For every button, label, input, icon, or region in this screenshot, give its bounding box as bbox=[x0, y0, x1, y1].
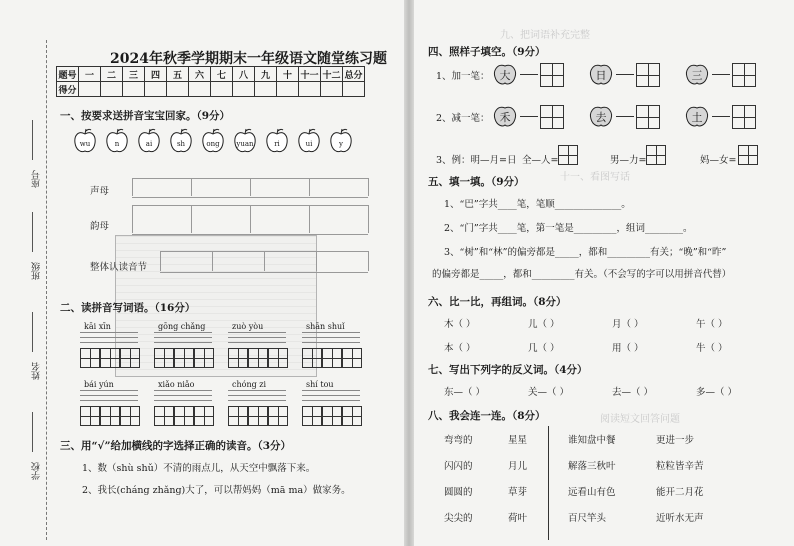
score-label-cell: 得分 bbox=[57, 82, 79, 97]
writing-grid-box[interactable] bbox=[322, 406, 342, 426]
match-item[interactable]: 谁知盘中餐 bbox=[568, 435, 616, 446]
peach-character bbox=[588, 62, 614, 86]
apple-pinyin-label: sh bbox=[176, 140, 186, 148]
grid-column-line bbox=[250, 205, 251, 233]
pinyin-guide-lines bbox=[302, 390, 360, 404]
apple-pinyin-label: wu bbox=[79, 140, 91, 148]
q7-heading: 七、写出下列字的反义词。（4分） bbox=[428, 364, 588, 376]
writing-grid-box[interactable] bbox=[194, 348, 214, 368]
apple-pinyin-label: ri bbox=[274, 140, 280, 148]
score-input-cell[interactable] bbox=[101, 82, 123, 97]
apple-pinyin-card[interactable] bbox=[266, 128, 288, 154]
score-header-cell: 十 bbox=[277, 67, 299, 82]
q4-heading: 四、照样子填空。（9分） bbox=[428, 46, 546, 58]
apple-pinyin-card[interactable] bbox=[298, 128, 320, 154]
score-header-cell: 一 bbox=[79, 67, 101, 82]
grid-column-line bbox=[191, 205, 192, 233]
zhengti-label: 整体认读音节 bbox=[90, 262, 148, 273]
score-header-cell: 题号 bbox=[57, 67, 79, 82]
score-header-cell: 二 bbox=[101, 67, 123, 82]
score-header-cell: 七 bbox=[211, 67, 233, 82]
score-header-cell: 四 bbox=[145, 67, 167, 82]
score-header-cell: 九 bbox=[255, 67, 277, 82]
score-input-cell[interactable] bbox=[79, 82, 101, 97]
writing-grid-box[interactable] bbox=[80, 406, 100, 426]
score-input-cell[interactable] bbox=[123, 82, 145, 97]
q8-divider bbox=[548, 426, 549, 540]
grid-column-line bbox=[132, 178, 133, 196]
apple-pinyin-card[interactable] bbox=[234, 128, 256, 154]
match-item[interactable]: 粒粒皆辛苦 bbox=[656, 461, 704, 472]
gutter-school-blank bbox=[32, 412, 33, 452]
grid-column-line bbox=[309, 205, 310, 233]
pinyin-label: bái yún bbox=[84, 380, 114, 389]
q4-answer-box-2[interactable] bbox=[646, 145, 666, 165]
grid-column-line bbox=[132, 205, 133, 233]
apple-pinyin-label: ong bbox=[206, 140, 220, 148]
peach-char-label: 土 bbox=[691, 111, 703, 124]
arrow-line bbox=[712, 116, 730, 117]
page-title: 2024年秋季学期期末一年级语文随堂练习题 bbox=[110, 51, 387, 67]
writing-grid-box[interactable] bbox=[120, 348, 140, 368]
score-input-cell[interactable] bbox=[189, 82, 211, 97]
match-item[interactable]: 远看山有色 bbox=[568, 487, 616, 498]
apple-pinyin-label: y bbox=[339, 140, 343, 148]
answer-grid-box[interactable] bbox=[540, 105, 564, 129]
match-item[interactable]: 近听水无声 bbox=[656, 513, 704, 524]
pinyin-guide-lines bbox=[154, 390, 212, 404]
writing-grid-box[interactable] bbox=[228, 348, 248, 368]
match-item[interactable]: 能开二月花 bbox=[656, 487, 704, 498]
arrow-line bbox=[520, 116, 538, 117]
q4-add-label: 1、加一笔： bbox=[436, 71, 490, 82]
match-item[interactable]: 弯弯的 bbox=[444, 435, 473, 446]
page-fold bbox=[404, 0, 414, 546]
pinyin-guide-lines bbox=[154, 332, 212, 346]
match-item[interactable]: 星星 bbox=[508, 435, 528, 446]
peach-character bbox=[684, 104, 710, 128]
score-header-cell: 十二 bbox=[321, 67, 343, 82]
antonym-item[interactable]: 东—（ ） bbox=[444, 387, 486, 398]
score-header-cell: 十一 bbox=[299, 67, 321, 82]
arrow-line bbox=[616, 116, 634, 117]
score-input-cell[interactable] bbox=[233, 82, 255, 97]
match-item[interactable]: 草芽 bbox=[508, 487, 528, 498]
gutter-number-blank bbox=[32, 120, 33, 160]
q3-sentence-1: 1、数（shù shǔ）不清的雨点儿，从天空中飘落下来。 bbox=[82, 463, 316, 474]
answer-grid-box[interactable] bbox=[636, 105, 660, 129]
q8-heading: 八、我会连一连。（8分） bbox=[428, 410, 546, 422]
writing-grid-box[interactable] bbox=[120, 406, 140, 426]
q4-minus-label: 2、减一笔： bbox=[436, 113, 490, 124]
apple-pinyin-card[interactable] bbox=[330, 128, 352, 154]
compare-word-item[interactable]: 午（ ） bbox=[696, 319, 728, 330]
answer-grid-box[interactable] bbox=[636, 63, 660, 87]
match-item[interactable]: 解落三秋叶 bbox=[568, 461, 616, 472]
q4-answer-box-3[interactable] bbox=[738, 145, 758, 165]
compare-word-item[interactable]: 木（ ） bbox=[444, 319, 476, 330]
ghost-text-3: 阅读短文回答问题 bbox=[600, 414, 680, 425]
peach-char-label: 大 bbox=[499, 69, 511, 82]
ghost-text-1: 九、把词语补充完整 bbox=[500, 30, 590, 41]
q4-part-3: 妈—女= bbox=[700, 155, 737, 166]
compare-word-item[interactable]: 月（ ） bbox=[612, 319, 644, 330]
apple-pinyin-label: ui bbox=[305, 140, 313, 148]
pinyin-label: zuò yòu bbox=[232, 322, 264, 331]
score-header-cell: 八 bbox=[233, 67, 255, 82]
peach-char-label: 禾 bbox=[499, 111, 511, 124]
gutter-name-blank bbox=[32, 312, 33, 352]
grid-column-line bbox=[368, 178, 369, 196]
score-input-cell[interactable] bbox=[167, 82, 189, 97]
apple-pinyin-card[interactable] bbox=[74, 128, 96, 154]
pinyin-label: gōng chǎng bbox=[158, 322, 206, 331]
q4-part-2: 男—力= bbox=[610, 155, 647, 166]
score-header-cell: 六 bbox=[189, 67, 211, 82]
writing-grid-box[interactable] bbox=[174, 348, 194, 368]
writing-grid-box[interactable] bbox=[302, 348, 322, 368]
grid-column-line bbox=[264, 251, 265, 271]
pinyin-guide-lines bbox=[80, 332, 138, 346]
q4-answer-box-1[interactable] bbox=[558, 145, 578, 165]
pinyin-label: kāi xīn bbox=[84, 322, 111, 331]
grid-column-line bbox=[212, 251, 213, 271]
yunmu-label: 韵母 bbox=[90, 221, 110, 232]
score-header-cell: 五 bbox=[167, 67, 189, 82]
q2-heading: 二、读拼音写词语。（16分） bbox=[60, 302, 196, 314]
score-value-row bbox=[57, 82, 365, 97]
writing-grid-box[interactable] bbox=[154, 348, 174, 368]
antonym-item[interactable]: 多—（ ） bbox=[696, 387, 738, 398]
score-input-cell[interactable] bbox=[321, 82, 343, 97]
score-header-cell: 总分 bbox=[343, 67, 365, 82]
grid-column-line bbox=[160, 251, 161, 271]
apple-pinyin-label: n bbox=[114, 140, 120, 148]
gutter-name: 姓名 bbox=[32, 362, 42, 380]
compare-word-item[interactable]: 牛（ ） bbox=[696, 343, 728, 354]
apple-pinyin-card[interactable] bbox=[202, 128, 224, 154]
q1-heading: 一、按要求送拼音宝宝回家。（9分） bbox=[60, 110, 231, 122]
score-input-cell[interactable] bbox=[343, 82, 365, 97]
q5-line-3: 3、“树”和“林”的偏旁都是_____，都和_________有关；“晚”和“昨” bbox=[444, 247, 727, 258]
apple-pinyin-label: ai bbox=[145, 140, 153, 148]
compare-word-item[interactable]: 用（ ） bbox=[612, 343, 644, 354]
match-item[interactable]: 尖尖的 bbox=[444, 513, 473, 524]
gutter-school: 学校 bbox=[32, 462, 42, 480]
answer-grid-box[interactable] bbox=[540, 63, 564, 87]
score-input-cell[interactable] bbox=[211, 82, 233, 97]
writing-grid-box[interactable] bbox=[248, 348, 268, 368]
gutter-class: 班级 bbox=[32, 262, 42, 280]
q5-line-2: 2、“门”字共____笔，第一笔是_________，组词________。 bbox=[444, 223, 693, 234]
answer-grid-box[interactable] bbox=[732, 63, 756, 87]
peach-character bbox=[492, 62, 518, 86]
match-item[interactable]: 月儿 bbox=[508, 461, 528, 472]
pinyin-guide-lines bbox=[302, 332, 360, 346]
grid-column-line bbox=[250, 178, 251, 196]
peach-character bbox=[492, 104, 518, 128]
q3-heading: 三、用“√”给加横线的字选择正确的读音。（3分） bbox=[60, 440, 292, 452]
match-item[interactable]: 百尺竿头 bbox=[568, 513, 607, 524]
writing-grid-box[interactable] bbox=[174, 406, 194, 426]
writing-grid-box[interactable] bbox=[342, 348, 362, 368]
compare-word-item[interactable]: 儿（ ） bbox=[528, 319, 560, 330]
grid-column-line bbox=[191, 178, 192, 196]
pinyin-guide-lines bbox=[228, 390, 286, 404]
pinyin-label: xiǎo niǎo bbox=[158, 380, 195, 389]
arrow-line bbox=[712, 74, 730, 75]
peach-char-label: 日 bbox=[595, 69, 607, 82]
grid-column-line bbox=[309, 178, 310, 196]
score-input-cell[interactable] bbox=[299, 82, 321, 97]
writing-grid-box[interactable] bbox=[302, 406, 322, 426]
answer-grid-box[interactable] bbox=[732, 105, 756, 129]
writing-grid-box[interactable] bbox=[268, 406, 288, 426]
pinyin-guide-lines bbox=[80, 390, 138, 404]
pinyin-label: chóng zi bbox=[232, 380, 267, 389]
q5-line-1: 1、“巴”字共____笔，笔顺______________。 bbox=[444, 199, 631, 210]
ghost-text-2: 十一、看图写话 bbox=[560, 172, 630, 183]
writing-grid-box[interactable] bbox=[248, 406, 268, 426]
q5-heading: 五、填一填。（9分） bbox=[428, 176, 525, 188]
grid-column-line bbox=[368, 205, 369, 233]
q3-sentence-2: 2、我长(cháng zhǎng)大了，可以帮妈妈（mā ma）做家务。 bbox=[82, 485, 351, 496]
writing-grid-box[interactable] bbox=[80, 348, 100, 368]
writing-grid-box[interactable] bbox=[322, 348, 342, 368]
apple-pinyin-card[interactable] bbox=[170, 128, 192, 154]
writing-grid-box[interactable] bbox=[194, 406, 214, 426]
q6-heading: 六、比一比，再组词。（8分） bbox=[428, 296, 567, 308]
score-input-cell[interactable] bbox=[277, 82, 299, 97]
q4-example: 3、例：明—月=日 bbox=[436, 155, 517, 166]
q4-part-1: 全—人= bbox=[522, 155, 559, 166]
score-input-cell[interactable] bbox=[255, 82, 277, 97]
arrow-line bbox=[616, 74, 634, 75]
antonym-item[interactable]: 去—（ ） bbox=[612, 387, 654, 398]
writing-grid-box[interactable] bbox=[100, 406, 120, 426]
writing-grid-box[interactable] bbox=[342, 406, 362, 426]
apple-pinyin-card[interactable] bbox=[106, 128, 128, 154]
grid-column-line bbox=[316, 251, 317, 271]
pinyin-guide-lines bbox=[228, 332, 286, 346]
writing-grid-box[interactable] bbox=[268, 348, 288, 368]
score-header-row bbox=[57, 67, 365, 82]
writing-grid-box[interactable] bbox=[154, 406, 174, 426]
gutter-number: 座号 bbox=[32, 170, 42, 188]
pinyin-label: shí tou bbox=[306, 380, 334, 389]
peach-char-label: 三 bbox=[691, 69, 703, 82]
match-item[interactable]: 圆圆的 bbox=[444, 487, 473, 498]
grid-column-line bbox=[368, 251, 369, 271]
score-table bbox=[56, 66, 365, 97]
arrow-line bbox=[520, 74, 538, 75]
score-input-cell[interactable] bbox=[145, 82, 167, 97]
writing-grid-box[interactable] bbox=[228, 406, 248, 426]
peach-character bbox=[684, 62, 710, 86]
match-item[interactable]: 闪闪的 bbox=[444, 461, 473, 472]
pinyin-label: shān shuǐ bbox=[306, 322, 345, 331]
match-item[interactable]: 荷叶 bbox=[508, 513, 528, 524]
writing-grid-box[interactable] bbox=[100, 348, 120, 368]
antonym-item[interactable]: 关—（ ） bbox=[528, 387, 570, 398]
compare-word-item[interactable]: 本（ ） bbox=[444, 343, 476, 354]
apple-pinyin-label: yuan bbox=[236, 140, 254, 148]
peach-character bbox=[588, 104, 614, 128]
gutter-class-blank bbox=[32, 212, 33, 252]
peach-char-label: 去 bbox=[595, 111, 607, 124]
match-item[interactable]: 更进一步 bbox=[656, 435, 695, 446]
binding-line bbox=[46, 40, 47, 540]
apple-pinyin-card[interactable] bbox=[138, 128, 160, 154]
score-header-cell: 三 bbox=[123, 67, 145, 82]
shengmu-label: 声母 bbox=[90, 186, 110, 197]
q5-line-4: 的偏旁都是_____，都和_________有关。（不会写的字可以用拼音代替） bbox=[432, 269, 732, 280]
compare-word-item[interactable]: 几（ ） bbox=[528, 343, 560, 354]
